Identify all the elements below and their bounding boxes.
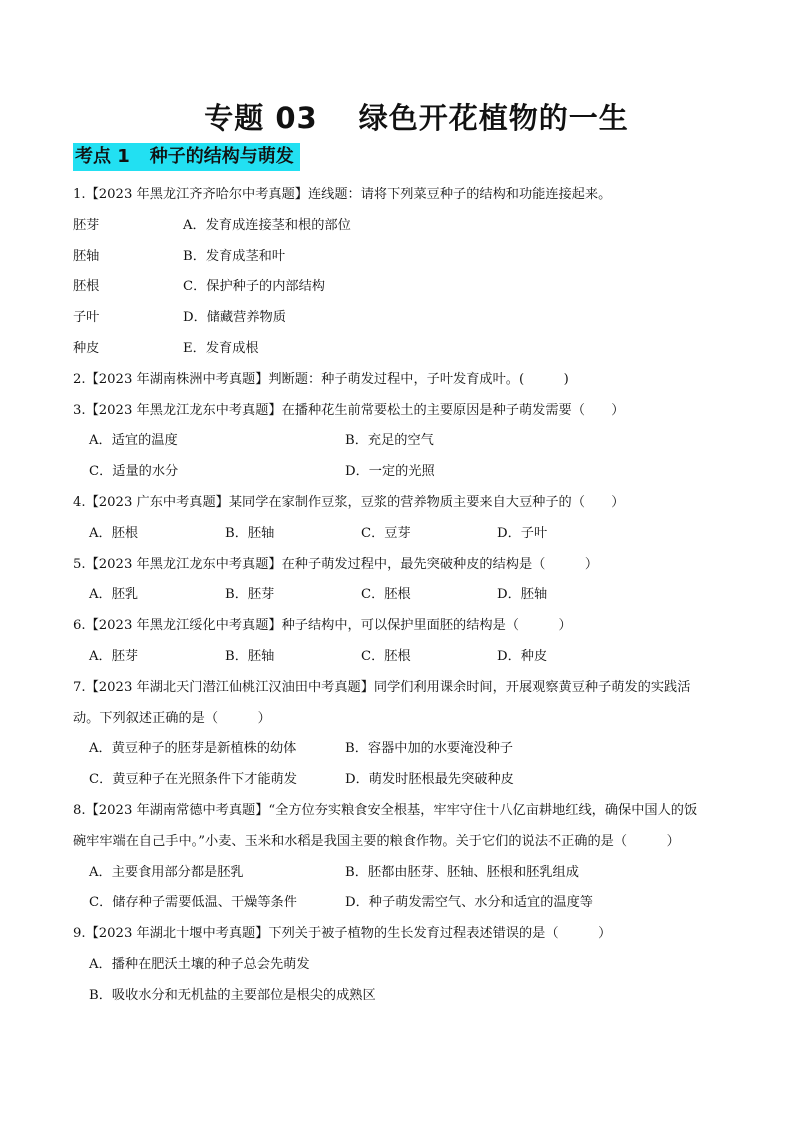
option: B．容器中加的水要淹没种子 [345, 741, 513, 757]
section-label: 考点 1 [75, 146, 130, 167]
question-9: 9.【2023 年湖北十堰中考真题】下列关于被子植物的生长发育过程表述错误的是（ ） [73, 926, 612, 942]
option: A．适宜的温度 [89, 433, 178, 449]
question-2: 2.【2023 年湖南株洲中考真题】判断题：种子萌发过程中，子叶发育成叶。( ) [73, 371, 569, 387]
option: D．子叶 [497, 525, 548, 541]
option: C．储存种子需要低温、干燥等条件 [89, 895, 297, 911]
function-label: B．发育成茎和叶 [183, 248, 286, 264]
question-5: 5.【2023 年黑龙江龙东中考真题】在种子萌发过程中，最先突破种皮的结构是（ ） [73, 556, 599, 572]
function-label: E．发育成根 [183, 340, 259, 356]
structure-label: 胚芽 [73, 217, 100, 233]
question-6: 6.【2023 年黑龙江绥化中考真题】种子结构中，可以保护里面胚的结构是（ ） [73, 618, 572, 634]
question-8-line-2: 碗牢牢端在自己手中。”小麦、玉米和水稻是我国主要的粮食作物。关于它们的说法不正确的是（ ） [73, 833, 680, 849]
option: D．一定的光照 [345, 464, 435, 480]
options-row [73, 858, 733, 889]
question-8-line-1: 8.【2023 年湖南常德中考真题】“全方位夯实粮食安全根基，牢牢守住十八亿亩耕地红线，确保中国人的饭 [73, 802, 698, 818]
question-3: 3.【2023 年黑龙江龙东中考真题】在播种花生前常要松土的主要原因是种子萌发需要（ ） [73, 402, 625, 418]
question-4: 4.【2023 广东中考真题】某同学在家制作豆浆，豆浆的营养物质主要来自大豆种子的（ ） [73, 494, 625, 510]
option: A．播种在肥沃土壤的种子总会先萌发 [89, 956, 310, 972]
options-row [73, 519, 733, 550]
option: D．种子萌发需空气、水分和适宜的温度等 [345, 895, 593, 911]
function-label: D．储藏营养物质 [183, 310, 286, 326]
section-heading [73, 143, 300, 171]
match-row [73, 242, 733, 273]
function-label: A．发育成连接茎和根的部位 [183, 217, 351, 233]
option: D．萌发时胚根最先突破种皮 [345, 772, 514, 788]
option: B．充足的空气 [345, 433, 434, 449]
option: B．胚轴 [225, 525, 275, 541]
options-row [73, 734, 733, 765]
option: C．黄豆种子在光照条件下才能萌发 [89, 772, 297, 788]
question-1: 1.【2023 年黑龙江齐齐哈尔中考真题】连线题：请将下列菜豆种子的结构和功能连接起来。 [73, 187, 612, 202]
option: B．胚芽 [225, 587, 275, 603]
option: D．种皮 [497, 648, 548, 664]
option: A．主要食用部分都是胚乳 [89, 864, 244, 880]
options-row [73, 765, 733, 796]
structure-label: 胚根 [73, 279, 100, 295]
options-row [73, 580, 733, 611]
structure-label: 子叶 [73, 310, 100, 326]
options-row [73, 888, 733, 919]
option: C．适量的水分 [89, 464, 179, 480]
question-7-line-2: 动。下列叙述正确的是（ ） [73, 710, 271, 726]
match-row [73, 272, 733, 303]
option: A．胚乳 [89, 587, 139, 603]
structure-label: 胚轴 [73, 248, 100, 264]
question-7-line-1: 7.【2023 年湖北天门潜江仙桃江汉油田中考真题】同学们利用课余时间，开展观察黄豆种子萌发的实践活 [73, 679, 691, 695]
match-row [73, 334, 733, 365]
option: A．黄豆种子的胚芽是新植株的幼体 [89, 741, 297, 757]
option: D．胚轴 [497, 587, 548, 603]
option: C．胚根 [361, 587, 411, 603]
page-title: 专题 03 绿色开花植物的一生 [204, 101, 629, 135]
option: C．胚根 [361, 648, 411, 664]
options-row [73, 642, 733, 673]
options-row [73, 426, 733, 457]
function-label: C．保护种子的内部结构 [183, 279, 325, 295]
option: B．吸收水分和无机盐的主要部位是根尖的成熟区 [89, 987, 376, 1003]
structure-label: 种皮 [73, 340, 100, 356]
question-list [73, 180, 733, 1012]
match-row [73, 303, 733, 334]
option: A．胚根 [89, 525, 139, 541]
section-title: 种子的结构与萌发 [149, 146, 294, 167]
option: A．胚芽 [89, 648, 139, 664]
option: B．胚都由胚芽、胚轴、胚根和胚乳组成 [345, 864, 579, 880]
match-row [73, 211, 733, 242]
options-row [73, 457, 733, 488]
option: C．豆芽 [361, 525, 411, 541]
option: B．胚轴 [225, 648, 275, 664]
